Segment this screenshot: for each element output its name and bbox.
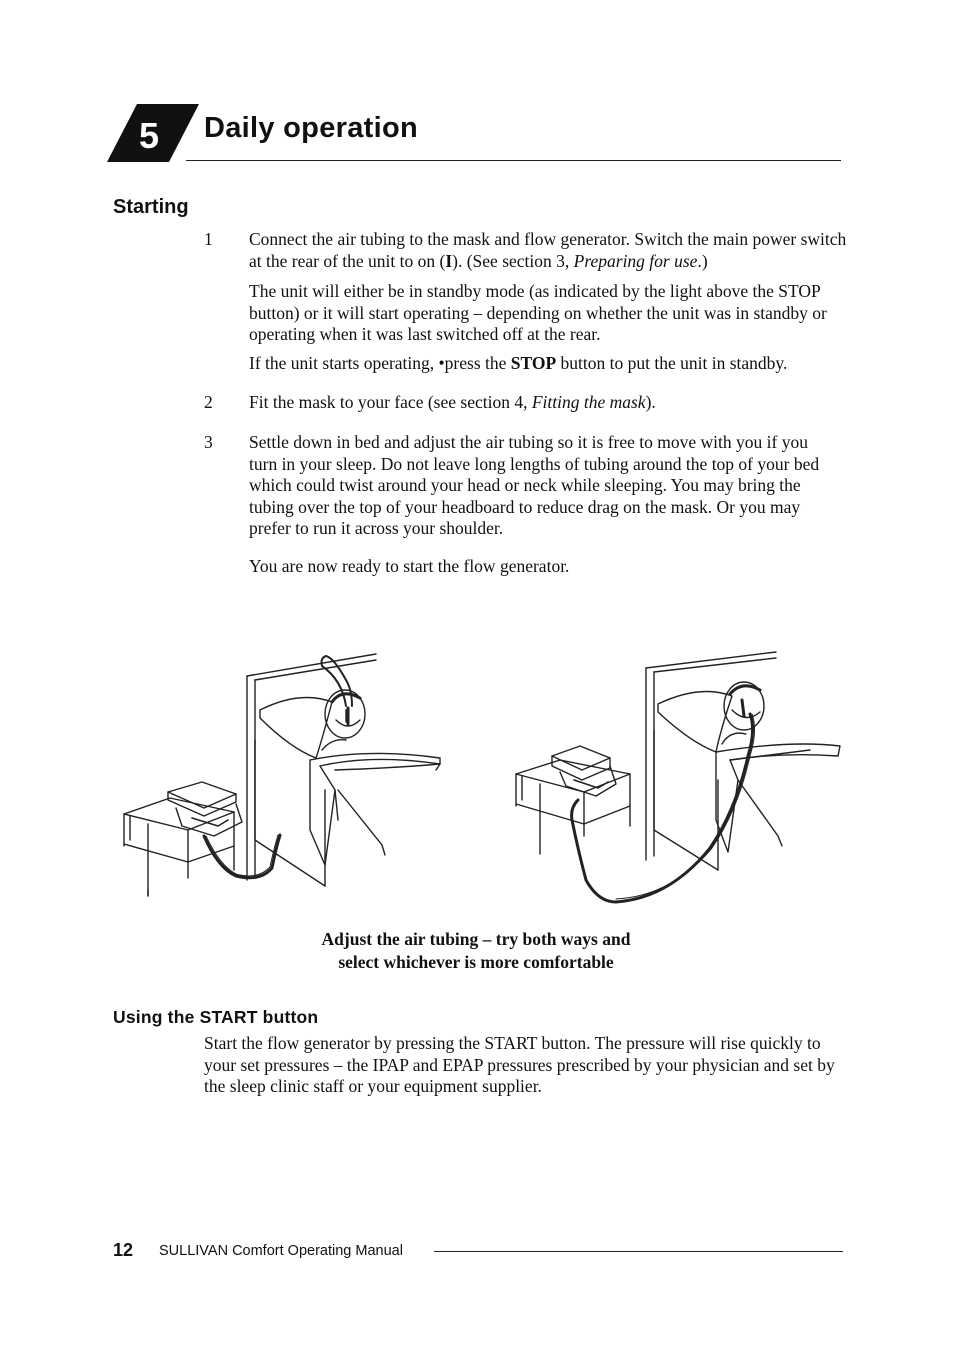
step-number-3: 3 [204, 432, 213, 452]
chapter-number-badge [107, 104, 199, 162]
step-1-stop-note: If the unit starts operating, •press the STOP button to put the unit in standby. [249, 353, 788, 373]
step-number-2: 2 [204, 392, 213, 412]
scene-tubing-across-shoulder [516, 652, 840, 902]
start-button-text: Start the flow generator by pressing the START button. The pressure will rise quickly to your set pressures – the IPAP and EPAP pressures prescribed by your physician and set by the sleep clinic staff or your equipment supplier. [204, 1033, 835, 1096]
step-3-text: Settle down in bed and adjust the air tubing so it is free to move with you if you turn in your sleep. Do not leave long lengths of tubing around the top of your bed which could twist around your head or neck while sleeping. You may bring the tubing over the top of your headboard to reduce drag on the mask. Or you may prefer to run it across your shoulder. [249, 432, 820, 538]
figure-caption: Adjust the air tubing – try both ways and select whichever is more comfortable [321, 929, 631, 972]
footer-title: SULLIVAN Comfort Operating Manual [159, 1243, 403, 1259]
scene-tubing-over-headboard [124, 654, 440, 896]
footer-rule [434, 1251, 843, 1252]
step-number-1: 1 [204, 229, 213, 249]
section-heading-start-button: Using the START button [113, 1007, 319, 1027]
step-2-text: Fit the mask to your face (see section 4, Fitting the mask). [249, 392, 656, 412]
bed-illustration [110, 640, 850, 910]
chapter-rule [186, 160, 841, 161]
section-heading-starting: Starting [113, 196, 189, 218]
page-number: 12 [113, 1240, 134, 1260]
step-1-text: Connect the air tubing to the mask and flow generator. Switch the main power switch at the rear of the unit to on (I). (See section 3, Preparing for use.) [249, 229, 847, 271]
chapter-title: Daily operation [204, 112, 418, 144]
ready-text: You are now ready to start the flow generator. [249, 556, 570, 576]
step-1-standby-note: The unit will either be in standby mode (as indicated by the light above the STOP button) or it will start operating – depending on whether the unit was in standby or operating when it was last switched off at the rear. [249, 281, 827, 344]
chapter-number: 5 [138, 115, 160, 156]
